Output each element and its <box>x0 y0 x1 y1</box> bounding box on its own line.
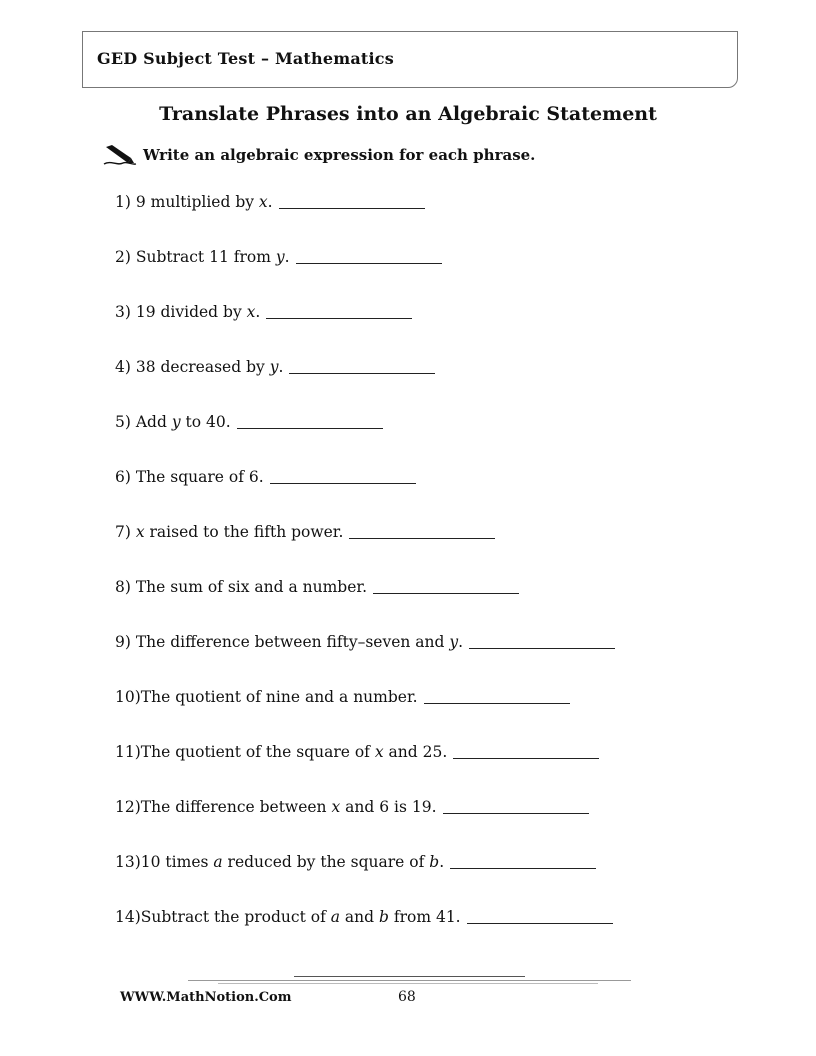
pencil-icon <box>103 144 137 166</box>
variable: x <box>374 743 384 761</box>
answer-blank[interactable] <box>443 796 589 814</box>
question-fragment: . <box>458 633 464 651</box>
variable: x <box>331 798 341 816</box>
answer-blank[interactable] <box>424 686 570 704</box>
instruction-text: Write an algebraic expression for each phrase. <box>143 146 536 164</box>
answer-blank[interactable] <box>296 246 442 264</box>
question-item <box>115 411 615 466</box>
question-item <box>115 796 615 851</box>
question-text <box>136 191 273 213</box>
variable: x <box>258 193 268 211</box>
footer-rule-short <box>294 976 525 977</box>
question-text <box>136 356 284 378</box>
answer-blank[interactable] <box>279 191 425 209</box>
footer-site: WWW.MathNotion.Com <box>120 990 292 1005</box>
question-text <box>136 246 290 268</box>
variable: b <box>378 908 389 926</box>
question-number: 4) <box>115 358 136 376</box>
question-text <box>136 521 344 543</box>
question-number: 12) <box>115 798 141 816</box>
footer-rule <box>188 980 631 981</box>
question-fragment: The square of 6. <box>135 468 264 486</box>
answer-blank[interactable] <box>266 301 412 319</box>
question-number: 5) <box>115 413 136 431</box>
answer-blank[interactable] <box>237 411 383 429</box>
variable: a <box>330 908 340 926</box>
question-fragment: Subtract 11 from <box>135 248 276 266</box>
answer-blank[interactable] <box>450 851 596 869</box>
question-number: 7) <box>115 523 136 541</box>
question-item <box>115 246 615 301</box>
question-fragment: . <box>284 248 290 266</box>
answer-blank[interactable] <box>373 576 519 594</box>
variable: x <box>246 303 256 321</box>
header-box <box>82 31 738 88</box>
question-fragment: 38 decreased by <box>135 358 270 376</box>
question-item <box>115 741 615 796</box>
question-item <box>115 686 615 741</box>
question-number: 14) <box>115 908 141 926</box>
answer-blank[interactable] <box>453 741 599 759</box>
question-fragment: . <box>439 853 445 871</box>
variable: x <box>135 523 145 541</box>
page-heading: Translate Phrases into an Algebraic Statement <box>159 103 657 125</box>
answer-blank[interactable] <box>289 356 435 374</box>
question-fragment: 9 multiplied by <box>135 193 259 211</box>
instruction <box>103 144 535 166</box>
answer-blank[interactable] <box>270 466 416 484</box>
question-item <box>115 466 615 521</box>
question-item <box>115 851 615 906</box>
question-text <box>141 796 437 818</box>
variable: y <box>449 633 459 651</box>
question-number: 13) <box>115 853 141 871</box>
question-item <box>115 356 615 411</box>
question-text <box>141 851 444 873</box>
question-fragment: Add <box>135 413 172 431</box>
question-fragment: . <box>278 358 284 376</box>
question-fragment: Subtract the product of <box>140 908 331 926</box>
question-fragment: and <box>339 908 379 926</box>
question-fragment: and 25. <box>383 743 448 761</box>
footer-rule-mid <box>218 983 598 984</box>
question-fragment: and 6 is 19. <box>340 798 437 816</box>
question-number: 3) <box>115 303 136 321</box>
question-number: 11) <box>115 743 141 761</box>
question-text <box>136 466 264 488</box>
question-text <box>136 576 367 598</box>
question-fragment: The difference between <box>140 798 332 816</box>
question-item <box>115 906 615 961</box>
question-fragment: 19 divided by <box>135 303 247 321</box>
question-text <box>141 741 447 763</box>
question-fragment: reduced by the square of <box>222 853 430 871</box>
question-text <box>136 411 231 433</box>
question-text <box>136 631 463 653</box>
question-text <box>136 301 260 323</box>
question-number: 2) <box>115 248 136 266</box>
question-text <box>141 906 461 928</box>
variable: y <box>171 413 181 431</box>
page-number: 68 <box>398 989 416 1005</box>
variable: y <box>269 358 279 376</box>
answer-blank[interactable] <box>349 521 495 539</box>
question-fragment: The quotient of the square of <box>140 743 375 761</box>
variable: y <box>275 248 285 266</box>
question-fragment: The quotient of nine and a number. <box>140 688 418 706</box>
question-number: 6) <box>115 468 136 486</box>
question-fragment: raised to the fifth power. <box>144 523 344 541</box>
question-fragment: 10 times <box>140 853 214 871</box>
variable: b <box>429 853 440 871</box>
question-item <box>115 576 615 631</box>
question-fragment: . <box>267 193 273 211</box>
question-fragment: The difference between fifty–seven and <box>135 633 450 651</box>
question-item <box>115 191 615 246</box>
question-item <box>115 631 615 686</box>
question-number: 8) <box>115 578 136 596</box>
question-number: 9) <box>115 633 136 651</box>
question-text <box>141 686 418 708</box>
question-number: 10) <box>115 688 141 706</box>
question-item <box>115 301 615 356</box>
question-list <box>115 191 615 961</box>
question-fragment: The sum of six and a number. <box>135 578 368 596</box>
variable: a <box>213 853 223 871</box>
question-number: 1) <box>115 193 136 211</box>
header-title: GED Subject Test – Mathematics <box>97 49 394 68</box>
answer-blank[interactable] <box>469 631 615 649</box>
question-fragment: from 41. <box>388 908 461 926</box>
question-fragment: . <box>255 303 261 321</box>
question-item <box>115 521 615 576</box>
question-fragment: to 40. <box>180 413 231 431</box>
answer-blank[interactable] <box>467 906 613 924</box>
